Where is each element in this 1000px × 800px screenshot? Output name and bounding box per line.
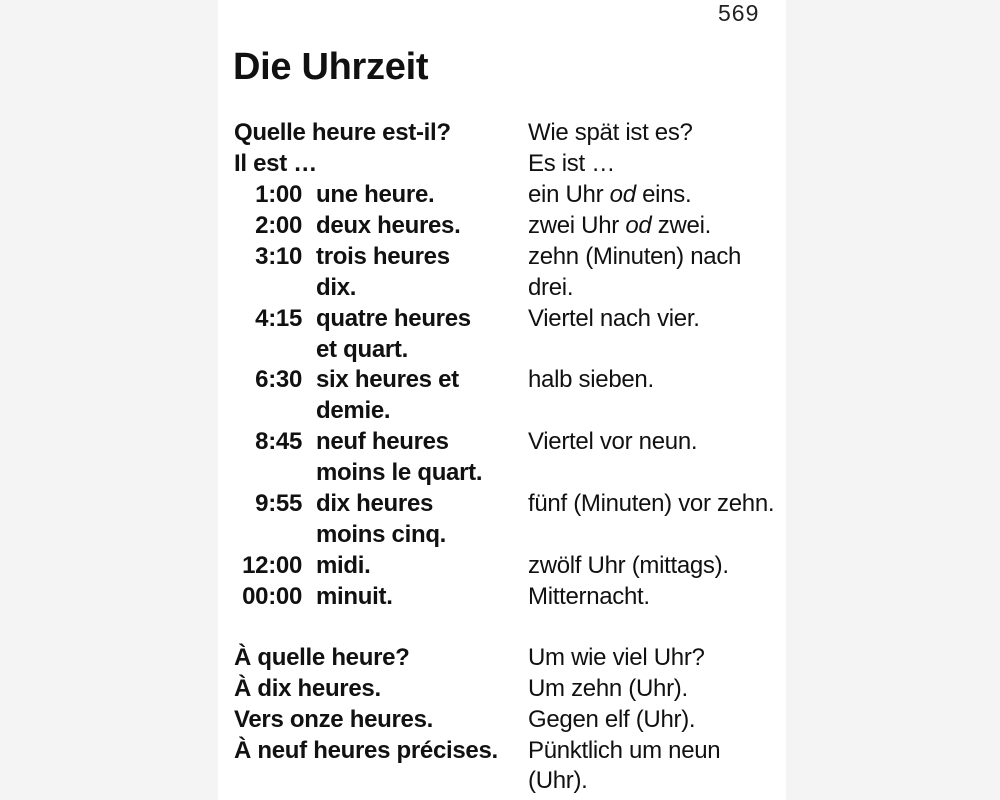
german-translation (528, 179, 691, 210)
french-phrase-continuation: demie. (316, 397, 391, 424)
time-row-continuation (0, 457, 1000, 488)
french-phrase: minuit. (316, 583, 393, 610)
german-translation: Um wie viel Uhr? (528, 644, 705, 671)
german-translation-continuation: (Uhr). (528, 767, 588, 794)
phrase-row (0, 735, 1000, 766)
german-translation: Viertel vor neun. (528, 428, 698, 455)
time-row (0, 179, 1000, 210)
time-row-continuation (0, 272, 1000, 303)
time-row-continuation (0, 519, 1000, 550)
time-row (0, 488, 1000, 519)
french-phrase: midi. (316, 552, 371, 579)
german-translation: zehn (Minuten) nach (528, 243, 742, 270)
time-row (0, 364, 1000, 395)
phrase-row (0, 148, 1000, 179)
time-row (0, 303, 1000, 334)
german-translation: halb sieben. (528, 366, 654, 393)
french-phrase: six heures et (316, 366, 459, 393)
french-phrase-continuation: dix. (316, 274, 357, 301)
page-number: 569 (718, 0, 760, 26)
french-phrase-continuation: moins le quart. (316, 459, 483, 486)
german-text: ein Uhr (528, 181, 610, 208)
german-translation: zwölf Uhr (mittags). (528, 552, 729, 579)
time-value: 12:00 (242, 552, 302, 579)
german-text: zwei Uhr (528, 212, 626, 239)
abbreviation-od: od (625, 212, 652, 239)
french-phrase: deux heures. (316, 212, 461, 239)
time-row (0, 581, 1000, 612)
french-phrase: quatre heures (316, 305, 471, 332)
german-text: zwei. (651, 212, 711, 239)
french-phrase-continuation: et quart. (316, 336, 408, 363)
german-translation: Um zehn (Uhr). (528, 675, 688, 702)
french-phrase: Vers onze heures. (234, 706, 433, 733)
french-phrase: Il est … (234, 150, 317, 177)
time-value: 6:30 (255, 366, 302, 393)
time-value: 2:00 (255, 212, 302, 239)
time-value: 9:55 (255, 490, 302, 517)
german-translation-continuation: drei. (528, 274, 574, 301)
phrase-row (0, 673, 1000, 704)
french-phrase: À dix heures. (234, 675, 381, 702)
time-row-continuation (0, 334, 1000, 365)
french-phrase: À neuf heures précises. (234, 737, 498, 764)
german-text: eins. (635, 181, 692, 208)
french-phrase: dix heures (316, 490, 434, 517)
german-translation: Es ist … (528, 150, 615, 177)
german-translation: Mitternacht. (528, 583, 650, 610)
french-phrase: trois heures (316, 243, 450, 270)
german-translation: Viertel nach vier. (528, 305, 700, 332)
french-phrase-continuation: moins cinq. (316, 521, 447, 548)
time-value: 1:00 (255, 181, 302, 208)
phrase-row (0, 117, 1000, 148)
french-phrase: À quelle heure? (234, 644, 410, 671)
french-phrase: neuf heures (316, 428, 449, 455)
time-row (0, 210, 1000, 241)
german-translation: fünf (Minuten) vor zehn. (528, 490, 775, 517)
abbreviation-od: od (609, 181, 636, 208)
time-value: 8:45 (255, 428, 302, 455)
french-phrase: Quelle heure est-il? (234, 119, 451, 146)
french-phrase: une heure. (316, 181, 435, 208)
time-value: 00:00 (242, 583, 302, 610)
phrase-row (0, 704, 1000, 735)
german-translation: Gegen elf (Uhr). (528, 706, 696, 733)
time-row (0, 426, 1000, 457)
time-value: 3:10 (255, 243, 302, 270)
time-row (0, 241, 1000, 272)
time-value: 4:15 (255, 305, 302, 332)
page-title: Die Uhrzeit (233, 46, 429, 88)
german-translation (528, 210, 711, 241)
german-translation: Pünktlich um neun (528, 737, 721, 764)
phrase-row-continuation (0, 765, 1000, 796)
time-row-continuation (0, 395, 1000, 426)
phrase-row (0, 642, 1000, 673)
german-translation: Wie spät ist es? (528, 119, 693, 146)
time-row (0, 550, 1000, 581)
